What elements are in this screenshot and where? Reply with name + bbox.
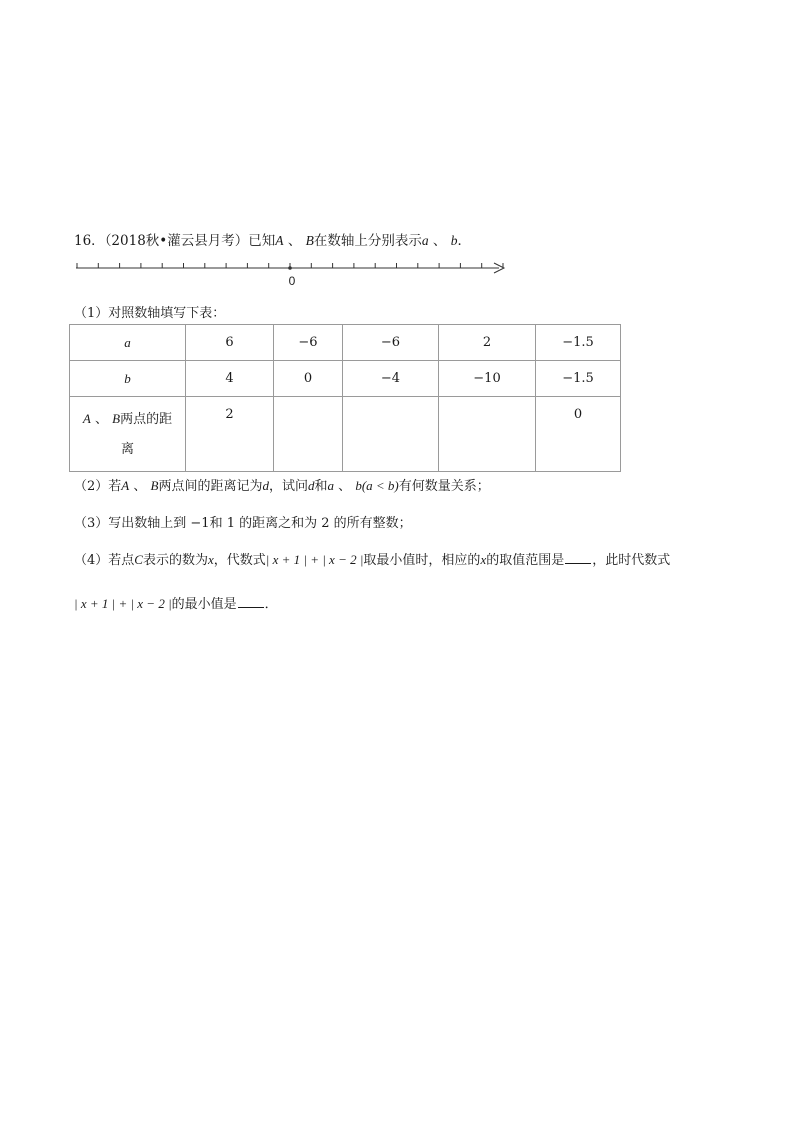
part4-mid1: 表示的数为 bbox=[142, 553, 208, 568]
row-header-distance bbox=[70, 397, 186, 472]
table-cell: 0 bbox=[274, 361, 343, 397]
part2-prefix: （2）若 bbox=[74, 479, 122, 494]
part1-label: （1）对照数轴填写下表： bbox=[74, 306, 226, 321]
answer-cell[interactable] bbox=[343, 397, 439, 472]
table-cell: −4 bbox=[343, 361, 439, 397]
var-d: d bbox=[262, 478, 269, 493]
separator: 、 bbox=[94, 411, 108, 427]
part4-line2-end: ． bbox=[264, 597, 278, 612]
var-x: x bbox=[207, 552, 214, 567]
part4-mid5: ，此时代数式 bbox=[592, 553, 671, 568]
var-x: x bbox=[480, 552, 487, 567]
separator: 、 bbox=[133, 479, 147, 494]
part3-text: （3）写出数轴上到 −1和 1 的距离之和为 2 的所有整数； bbox=[74, 516, 412, 531]
expr-b-condition: b(a < b) bbox=[355, 478, 399, 493]
part2-and: 和 bbox=[314, 479, 328, 494]
table-cell: 2 bbox=[439, 325, 536, 361]
table-cell: −1.5 bbox=[536, 361, 621, 397]
var-A: A bbox=[275, 233, 284, 248]
table-row-distance bbox=[70, 397, 621, 472]
part2-text bbox=[74, 475, 490, 494]
var-C: C bbox=[134, 552, 143, 567]
question-source: （2018秋•灌云县月考） bbox=[104, 233, 249, 249]
answer-cell[interactable] bbox=[274, 397, 343, 472]
var-A: A bbox=[121, 478, 130, 493]
question-stem-mid: 在数轴上分别表示 bbox=[313, 233, 422, 249]
var-a: a bbox=[327, 478, 335, 493]
var-B: B bbox=[150, 478, 159, 493]
table-cell: 0 bbox=[536, 397, 621, 472]
question-stem-prefix: 已知 bbox=[248, 233, 276, 249]
part4-text bbox=[74, 549, 670, 568]
distance-label-line2: 离 bbox=[120, 441, 134, 457]
separator: 、 bbox=[432, 233, 447, 249]
question-number: 16． bbox=[74, 233, 105, 249]
origin-dot bbox=[288, 266, 292, 270]
number-line bbox=[74, 258, 514, 292]
row-header-b: b bbox=[70, 361, 186, 397]
part4-line2-mid: 的最小值是 bbox=[171, 597, 237, 612]
var-A: A bbox=[82, 410, 91, 426]
answer-cell[interactable] bbox=[439, 397, 536, 472]
part2-mid: 两点间的距离记为 bbox=[158, 479, 263, 494]
table-cell: 4 bbox=[186, 361, 274, 397]
part4-text-line2 bbox=[74, 593, 278, 612]
table-cell: −6 bbox=[274, 325, 343, 361]
table-cell: −6 bbox=[343, 325, 439, 361]
row-header-a: a bbox=[70, 325, 186, 361]
var-d: d bbox=[308, 478, 315, 493]
table-cell: −1.5 bbox=[536, 325, 621, 361]
data-table bbox=[69, 324, 621, 472]
origin-label: 0 bbox=[288, 274, 296, 288]
question-header bbox=[74, 229, 471, 249]
table-row-b bbox=[70, 361, 621, 397]
distance-label-line1: 两点的距 bbox=[120, 411, 173, 427]
abs-expression: | x + 1 | + | x − 2 | bbox=[265, 552, 364, 567]
var-b: b bbox=[450, 233, 458, 248]
answer-blank[interactable] bbox=[238, 595, 264, 608]
var-B: B bbox=[305, 233, 314, 248]
table-row-a bbox=[70, 325, 621, 361]
part4-mid4: 的取值范围是 bbox=[486, 553, 565, 568]
part2-mid2: ，试问 bbox=[269, 479, 309, 494]
var-a: a bbox=[421, 233, 429, 248]
question-stem-end: ． bbox=[457, 233, 471, 249]
part4-mid2: ，代数式 bbox=[213, 553, 266, 568]
part4-mid3: 取最小值时，相应的 bbox=[363, 553, 481, 568]
part2-end: 有何数量关系； bbox=[398, 479, 490, 494]
answer-blank[interactable] bbox=[565, 551, 591, 564]
var-B: B bbox=[112, 410, 121, 426]
table-cell: 6 bbox=[186, 325, 274, 361]
part4-prefix: （4）若点 bbox=[74, 553, 135, 568]
separator: 、 bbox=[338, 479, 352, 494]
separator: 、 bbox=[287, 233, 302, 249]
table-cell: −10 bbox=[439, 361, 536, 397]
table-cell: 2 bbox=[186, 397, 274, 472]
abs-expression: | x + 1 | + | x − 2 | bbox=[74, 596, 172, 611]
